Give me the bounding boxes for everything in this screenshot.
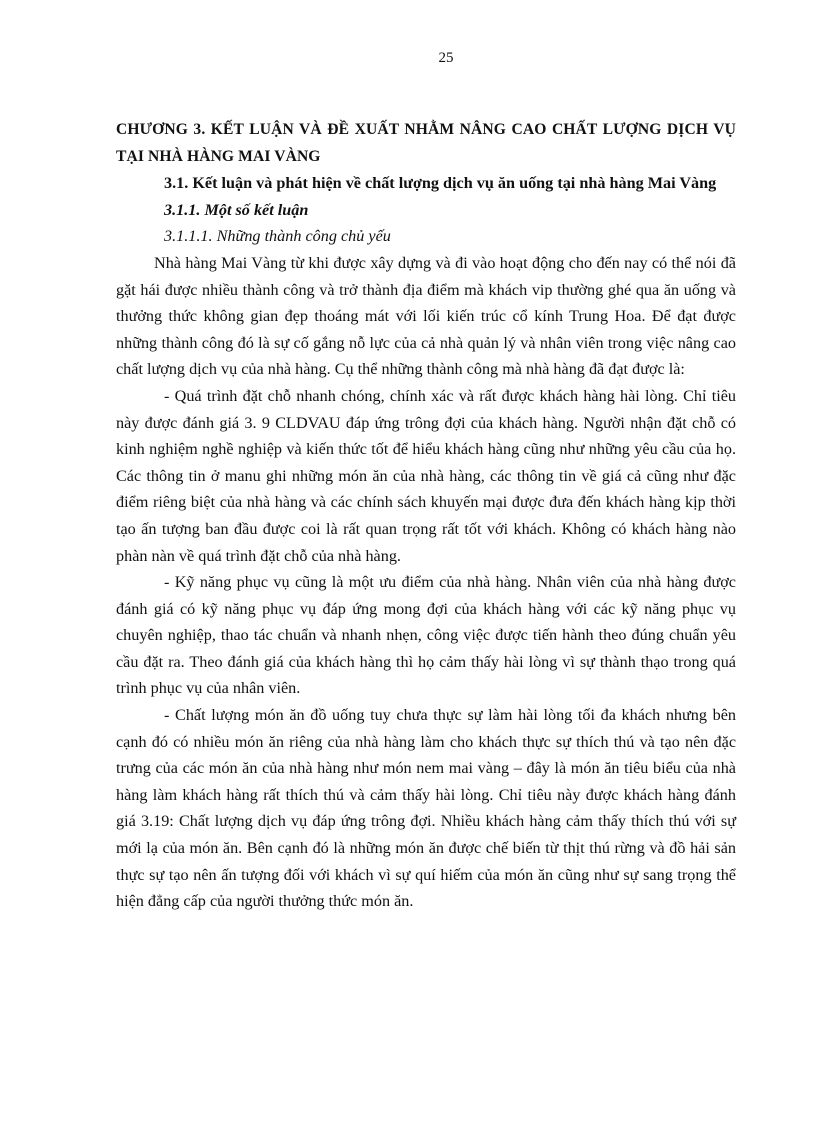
page-number: 25: [438, 50, 454, 66]
chapter-title: CHƯƠNG 3. KẾT LUẬN VÀ ĐỀ XUẤT NHẰM NÂNG CAO CHẤT LƯỢNG DỊCH VỤ TẠI NHÀ HÀNG MAI VÀNG: [116, 121, 736, 165]
page-content: [116, 117, 736, 915]
bullet-paragraph: - Kỹ năng phục vụ cũng là một ưu điểm của nhà hàng. Nhân viên của nhà hàng được đánh giá có kỹ năng phục vụ đáp ứng mong đợi của khách hàng với các kỹ năng phục vụ chuyên nghiệp, thao tác chuẩn và nhanh nhẹn, công việc được tiến hành theo đúng chuẩn yêu cầu đặt ra. Theo đánh giá của khách hàng thì họ cảm thấy hài lòng vì sự thành thạo trong quá trình phục vụ của nhân viên.: [116, 573, 736, 698]
bullet-paragraph: - Chất lượng món ăn đồ uống tuy chưa thực sự làm hài lòng tối đa khách nhưng bên cạnh đó có nhiều món ăn riêng của nhà hàng làm cho khách thực sự thích thú và tạo nên đặc trưng của các món ăn của nhà hàng như món nem mai vàng – đây là món ăn tiêu biểu của nhà hàng làm khách hàng rất thích thú và cảm thấy hài lòng. Chỉ tiêu này được khách hàng đánh giá 3.19: Chất lượng dịch vụ đáp ứng trông đợi. Nhiều khách hàng cảm thấy thích thú với sự mới lạ của món ăn. Bên cạnh đó là những món ăn được chế biến từ thịt thú rừng và đồ hải sản thực sự tạo nên ấn tượng đối với khách vì sự quí hiếm của món ăn cũng như sự sang trọng thể hiện đẳng cấp của người thưởng thức món ăn.: [116, 706, 736, 911]
bullet-paragraph: - Quá trình đặt chỗ nhanh chóng, chính xác và rất được khách hàng hài lòng. Chỉ tiêu này được đánh giá 3. 9 CLDVAU đáp ứng trông đợi của khách hàng. Người nhận đặt chỗ có kinh nghiệm nghề nghiệp và kiến thức tốt để hiểu khách hàng cũng như những yêu cầu của họ. Các thông tin ở manu ghi những món ăn của nhà hàng, các thông tin về giá cả cũng như đặc điểm riêng biệt của nhà hàng và các chính sách khuyến mại được đưa đến khách hàng kịp thời tạo ấn tượng ban đầu được coi là rất quan trọng rất tốt với khách. Không có khách hàng nào phàn nàn về quá trình đặt chỗ của nhà hàng.: [116, 386, 736, 565]
subsubsection-title: 3.1.1.1. Những thành công chủ yếu: [164, 227, 391, 246]
section-title: 3.1. Kết luận và phát hiện về chất lượng dịch vụ ăn uống tại nhà hàng Mai Vàng: [164, 174, 717, 193]
subsection-title: 3.1.1. Một số kết luận: [164, 200, 309, 219]
intro-paragraph: Nhà hàng Mai Vàng từ khi được xây dựng và đi vào hoạt động cho đến nay có thể nói đã gặt hái được nhiều thành công và trở thành địa điểm mà khách vip thường ghé qua ăn uống và thưởng thức không gian đẹp thoáng mát với lối kiến trúc cổ kính Trung Hoa. Để đạt được những thành công đó là sự cố gắng nỗ lực của cả nhà quản lý và nhân viên trong việc nâng cao chất lượng dịch vụ của nhà hàng. Cụ thể những thành công mà nhà hàng đã đạt được là:: [116, 253, 736, 379]
